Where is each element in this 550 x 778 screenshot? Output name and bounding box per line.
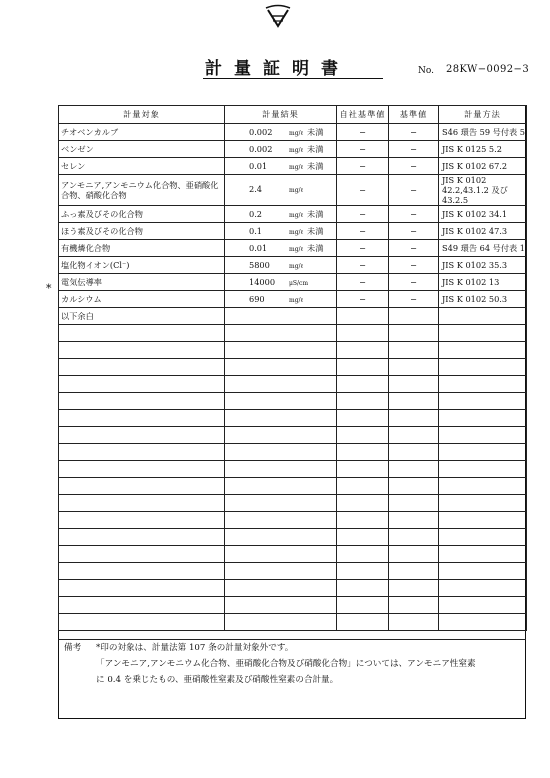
- remarks-line-3: に 0.4 を乗じたもの、亜硝酸性窒素及び硝酸性窒素の合計量。: [96, 675, 339, 685]
- empty-cell: [225, 325, 337, 342]
- cell-standard: −: [389, 158, 439, 175]
- cell-method: JIS K 0125 5.2: [439, 141, 527, 158]
- result-qualifier: 未満: [307, 126, 324, 137]
- result-unit: mg/ℓ: [289, 211, 304, 219]
- empty-cell: [389, 614, 439, 631]
- cell-method: JIS K 0102 13: [439, 274, 527, 291]
- empty-row: [59, 563, 527, 580]
- cell-result: [225, 158, 337, 175]
- empty-cell: [439, 359, 527, 376]
- empty-cell: [439, 614, 527, 631]
- cell-own-standard: −: [337, 240, 389, 257]
- empty-row: [59, 512, 527, 529]
- cell-result: [225, 257, 337, 274]
- result-value: 0.01: [249, 160, 268, 171]
- empty-cell: [337, 478, 389, 495]
- empty-cell: [439, 597, 527, 614]
- table-row: [59, 175, 527, 206]
- empty-row: [59, 495, 527, 512]
- column-header-subject: 計量対象: [59, 106, 225, 124]
- result-value: 0.002: [249, 143, 273, 154]
- result-value: 5800: [249, 260, 270, 270]
- empty-cell: [439, 563, 527, 580]
- empty-cell: [389, 427, 439, 444]
- result-unit: mg/ℓ: [289, 263, 304, 270]
- result-unit: mg/ℓ: [289, 129, 304, 137]
- cell-own-standard: −: [337, 175, 389, 206]
- cell-standard: [389, 308, 439, 325]
- cell-own-standard: −: [337, 206, 389, 223]
- cell-own-standard: −: [337, 141, 389, 158]
- empty-cell: [337, 529, 389, 546]
- empty-cell: [225, 546, 337, 563]
- empty-cell: [439, 342, 527, 359]
- cell-method: JIS K 0102 50.3: [439, 291, 527, 308]
- table-row: [59, 158, 527, 175]
- empty-row: [59, 376, 527, 393]
- empty-cell: [225, 563, 337, 580]
- cell-standard: −: [389, 175, 439, 206]
- empty-cell: [225, 461, 337, 478]
- empty-cell: [439, 478, 527, 495]
- result-value: 2.4: [249, 184, 263, 194]
- empty-cell: [389, 546, 439, 563]
- empty-cell: [59, 461, 225, 478]
- empty-cell: [59, 342, 225, 359]
- document-title: 計量証明書: [205, 59, 350, 79]
- empty-cell: [337, 376, 389, 393]
- empty-row: [59, 580, 527, 597]
- empty-row: [59, 325, 527, 342]
- empty-row: [59, 461, 527, 478]
- document-number-label: No.: [418, 66, 434, 76]
- empty-cell: [225, 495, 337, 512]
- empty-cell: [59, 325, 225, 342]
- cell-result: [225, 291, 337, 308]
- empty-row: [59, 393, 527, 410]
- empty-cell: [439, 580, 527, 597]
- result-qualifier: 未満: [307, 225, 324, 236]
- empty-cell: [337, 597, 389, 614]
- remarks: [58, 639, 526, 688]
- empty-cell: [59, 359, 225, 376]
- empty-cell: [59, 393, 225, 410]
- table-row: [59, 308, 527, 325]
- remarks-label: 備考: [64, 643, 82, 653]
- empty-row: [59, 410, 527, 427]
- result-qualifier: 未満: [307, 160, 324, 171]
- empty-row: [59, 342, 527, 359]
- cell-standard: −: [389, 141, 439, 158]
- empty-cell: [389, 563, 439, 580]
- table-row: [59, 240, 527, 257]
- empty-cell: [59, 563, 225, 580]
- empty-cell: [225, 376, 337, 393]
- empty-cell: [337, 461, 389, 478]
- cell-method: S49 環告 64 号付表 1: [439, 240, 527, 257]
- table-row: [59, 206, 527, 223]
- empty-cell: [439, 444, 527, 461]
- empty-cell: [337, 342, 389, 359]
- empty-cell: [225, 427, 337, 444]
- empty-cell: [225, 529, 337, 546]
- result-value: 0.01: [249, 242, 268, 253]
- column-header-result: 計量結果: [225, 106, 337, 124]
- empty-cell: [59, 376, 225, 393]
- cell-own-standard: −: [337, 274, 389, 291]
- cell-method: JIS K 0102 47.3: [439, 223, 527, 240]
- empty-cell: [59, 444, 225, 461]
- empty-cell: [59, 546, 225, 563]
- empty-cell: [225, 512, 337, 529]
- cell-method: JIS K 0102 35.3: [439, 257, 527, 274]
- cell-result: [225, 274, 337, 291]
- cell-subject: セレン: [59, 158, 225, 175]
- empty-cell: [337, 512, 389, 529]
- empty-cell: [225, 393, 337, 410]
- cell-method: JIS K 0102 67.2: [439, 158, 527, 175]
- result-unit: mg/ℓ: [289, 228, 304, 236]
- cell-result: [225, 206, 337, 223]
- empty-cell: [337, 393, 389, 410]
- result-value: 0.2: [249, 208, 263, 219]
- result-value: 0.002: [249, 126, 273, 137]
- cell-method: S46 環告 59 号付表 5: [439, 124, 527, 141]
- cell-method: JIS K 0102 42.2,43.1.2 及び 43.2.5: [439, 175, 527, 206]
- cell-result: [225, 240, 337, 257]
- cell-method: [439, 308, 527, 325]
- cell-subject: 以下余白: [59, 308, 225, 325]
- empty-row: [59, 597, 527, 614]
- empty-cell: [439, 495, 527, 512]
- cell-own-standard: −: [337, 223, 389, 240]
- cell-result: [225, 308, 337, 325]
- empty-cell: [337, 410, 389, 427]
- result-value: 14000: [249, 277, 276, 287]
- cell-subject: 有機燐化合物: [59, 240, 225, 257]
- cell-result: [225, 175, 337, 206]
- cell-standard: −: [389, 206, 439, 223]
- empty-cell: [337, 546, 389, 563]
- result-unit: mg/ℓ: [289, 187, 304, 194]
- empty-cell: [337, 580, 389, 597]
- remarks-line-1: *印の対象は、計量法第 107 条の計量対象外です。: [96, 643, 294, 653]
- cell-subject: 塩化物イオン(Cl⁻): [59, 257, 225, 274]
- empty-cell: [337, 614, 389, 631]
- empty-cell: [337, 495, 389, 512]
- empty-cell: [389, 393, 439, 410]
- cell-own-standard: −: [337, 257, 389, 274]
- empty-cell: [337, 325, 389, 342]
- cell-result: [225, 141, 337, 158]
- empty-cell: [389, 461, 439, 478]
- column-header-standard: 基準値: [389, 106, 439, 124]
- empty-cell: [389, 359, 439, 376]
- empty-cell: [389, 597, 439, 614]
- cell-standard: −: [389, 240, 439, 257]
- empty-cell: [225, 359, 337, 376]
- cell-own-standard: −: [337, 291, 389, 308]
- cell-own-standard: [337, 308, 389, 325]
- empty-cell: [439, 529, 527, 546]
- empty-cell: [389, 512, 439, 529]
- cell-own-standard: −: [337, 124, 389, 141]
- empty-cell: [389, 495, 439, 512]
- empty-cell: [389, 529, 439, 546]
- empty-row: [59, 359, 527, 376]
- empty-cell: [337, 359, 389, 376]
- empty-cell: [389, 376, 439, 393]
- empty-cell: [337, 444, 389, 461]
- empty-cell: [59, 529, 225, 546]
- empty-cell: [389, 478, 439, 495]
- empty-cell: [439, 427, 527, 444]
- empty-cell: [59, 427, 225, 444]
- empty-cell: [225, 342, 337, 359]
- empty-cell: [389, 410, 439, 427]
- empty-cell: [389, 580, 439, 597]
- table-row: [59, 223, 527, 240]
- non-legal-marker: *: [46, 282, 52, 295]
- result-qualifier: 未満: [307, 208, 324, 219]
- empty-cell: [225, 444, 337, 461]
- empty-row: [59, 427, 527, 444]
- table-row: [59, 257, 527, 274]
- empty-cell: [439, 546, 527, 563]
- empty-cell: [439, 512, 527, 529]
- empty-cell: [389, 325, 439, 342]
- empty-cell: [225, 580, 337, 597]
- remarks-line-2: 「アンモニア,アンモニウム化合物、亜硝酸化合物及び硝酸化合物」については、アンモニア性窒素: [96, 659, 476, 669]
- document-number: 28KW−0092−3: [446, 64, 530, 75]
- cell-subject: チオベンカルブ: [59, 124, 225, 141]
- empty-cell: [59, 614, 225, 631]
- result-unit: mg/ℓ: [289, 245, 304, 253]
- empty-cell: [439, 325, 527, 342]
- empty-cell: [389, 342, 439, 359]
- cell-subject: 電気伝導率: [59, 274, 225, 291]
- result-unit: mg/ℓ: [289, 146, 304, 154]
- cell-subject: ほう素及びその化合物: [59, 223, 225, 240]
- empty-cell: [225, 614, 337, 631]
- cell-standard: −: [389, 223, 439, 240]
- empty-cell: [59, 495, 225, 512]
- cell-subject: ベンゼン: [59, 141, 225, 158]
- empty-cell: [59, 580, 225, 597]
- empty-row: [59, 478, 527, 495]
- measurement-table: [58, 105, 527, 631]
- table-row: [59, 274, 527, 291]
- result-unit: mg/ℓ: [289, 163, 304, 171]
- empty-row: [59, 444, 527, 461]
- empty-row: [59, 529, 527, 546]
- cell-subject: カルシウム: [59, 291, 225, 308]
- empty-row: [59, 546, 527, 563]
- table-header-row: [59, 106, 527, 124]
- table-row: [59, 124, 527, 141]
- empty-cell: [59, 478, 225, 495]
- result-value: 690: [249, 294, 265, 304]
- table-row: [59, 141, 527, 158]
- title-underline: [203, 78, 383, 79]
- empty-row: [59, 614, 527, 631]
- empty-cell: [337, 427, 389, 444]
- empty-cell: [337, 563, 389, 580]
- cell-own-standard: −: [337, 158, 389, 175]
- cell-result: [225, 223, 337, 240]
- empty-cell: [59, 512, 225, 529]
- cell-standard: −: [389, 257, 439, 274]
- result-qualifier: 未満: [307, 143, 324, 154]
- cell-method: JIS K 0102 34.1: [439, 206, 527, 223]
- cell-standard: −: [389, 291, 439, 308]
- cell-subject: アンモニア,アンモニウム化合物、亜硝酸化合物、硝酸化合物: [59, 175, 225, 206]
- empty-cell: [225, 478, 337, 495]
- company-emblem-icon: [263, 4, 293, 30]
- empty-cell: [59, 410, 225, 427]
- result-unit: μS/cm: [289, 280, 309, 287]
- column-header-method: 計量方法: [439, 106, 527, 124]
- empty-cell: [439, 393, 527, 410]
- empty-cell: [59, 597, 225, 614]
- empty-cell: [389, 444, 439, 461]
- cell-result: [225, 124, 337, 141]
- empty-cell: [439, 376, 527, 393]
- table-row: [59, 291, 527, 308]
- empty-cell: [225, 410, 337, 427]
- empty-cell: [225, 597, 337, 614]
- table-body: [59, 124, 527, 631]
- result-qualifier: 未満: [307, 242, 324, 253]
- result-unit: mg/ℓ: [289, 297, 304, 304]
- empty-cell: [439, 410, 527, 427]
- empty-cell: [439, 461, 527, 478]
- column-header-own-standard: 自社基準値: [337, 106, 389, 124]
- cell-subject: ふっ素及びその化合物: [59, 206, 225, 223]
- result-value: 0.1: [249, 225, 263, 236]
- cell-standard: −: [389, 274, 439, 291]
- cell-standard: −: [389, 124, 439, 141]
